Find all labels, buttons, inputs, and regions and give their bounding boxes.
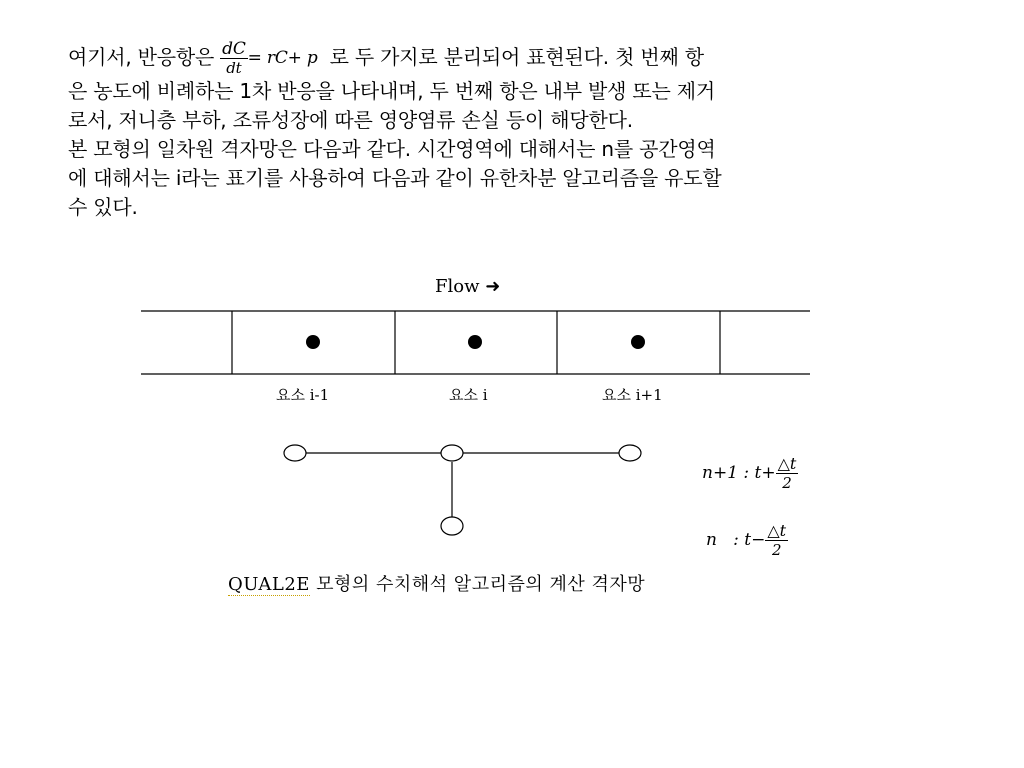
time-level-lower	[706, 522, 788, 556]
node-dot-i	[468, 335, 482, 349]
eq-denominator: dt	[226, 59, 242, 77]
delta-numerator: △t	[767, 522, 787, 540]
cell-label-i: 요소 i	[449, 386, 488, 404]
text-line-3: 로서, 저니층 부하, 조류성장에 따른 영양염류 손실 등이 해당한다.	[68, 108, 633, 132]
time-lower-prefix: n : t−	[706, 530, 766, 550]
delta-denominator: 2	[771, 541, 782, 556]
cell-label-i-plus-1: 요소 i+1	[602, 386, 663, 404]
stencil-node-bottom	[441, 517, 463, 535]
stencil-node-left	[284, 445, 306, 461]
node-dot-i-plus-1	[631, 335, 645, 349]
figure-caption	[228, 570, 645, 596]
caption-model-name: QUAL2E	[228, 574, 310, 595]
node-dot-i-minus-1	[306, 335, 320, 349]
caption-text: 모형의 수치해석 알고리즘의 계산 격자망	[309, 574, 646, 595]
text-line-6: 수 있다.	[68, 195, 138, 219]
flow-label: Flow ➜	[435, 276, 501, 297]
delta-numerator: △t	[777, 454, 797, 473]
text-line-2: 은 농도에 비례하는 1차 반응을 나타내며, 두 번째 항은 내부 발생 또는 제거	[68, 79, 716, 103]
stencil-node-right	[619, 445, 641, 461]
cell-label-i-minus-1: 요소 i-1	[276, 386, 330, 404]
delta-denominator: 2	[782, 474, 792, 492]
eq-rhs: = rC+ p	[247, 48, 318, 68]
text-line-5: 에 대해서는 i라는 표기를 사용하여 다음과 같이 유한차분 알고리즘을 유도할	[68, 166, 722, 190]
text-line-4: 본 모형의 일차원 격자망은 다음과 같다. 시간영역에 대해서는 n를 공간영역	[68, 137, 716, 161]
eq-numerator: dC	[222, 39, 246, 59]
line1-prefix: 여기서, 반응항은	[68, 45, 215, 69]
time-upper-prefix: n+1 : t+	[702, 463, 776, 483]
stencil-node-center	[441, 445, 463, 461]
time-level-upper	[702, 455, 798, 492]
line1-suffix: 로 두 가지로 분리되어 표현된다. 첫 번째 항	[329, 45, 704, 69]
